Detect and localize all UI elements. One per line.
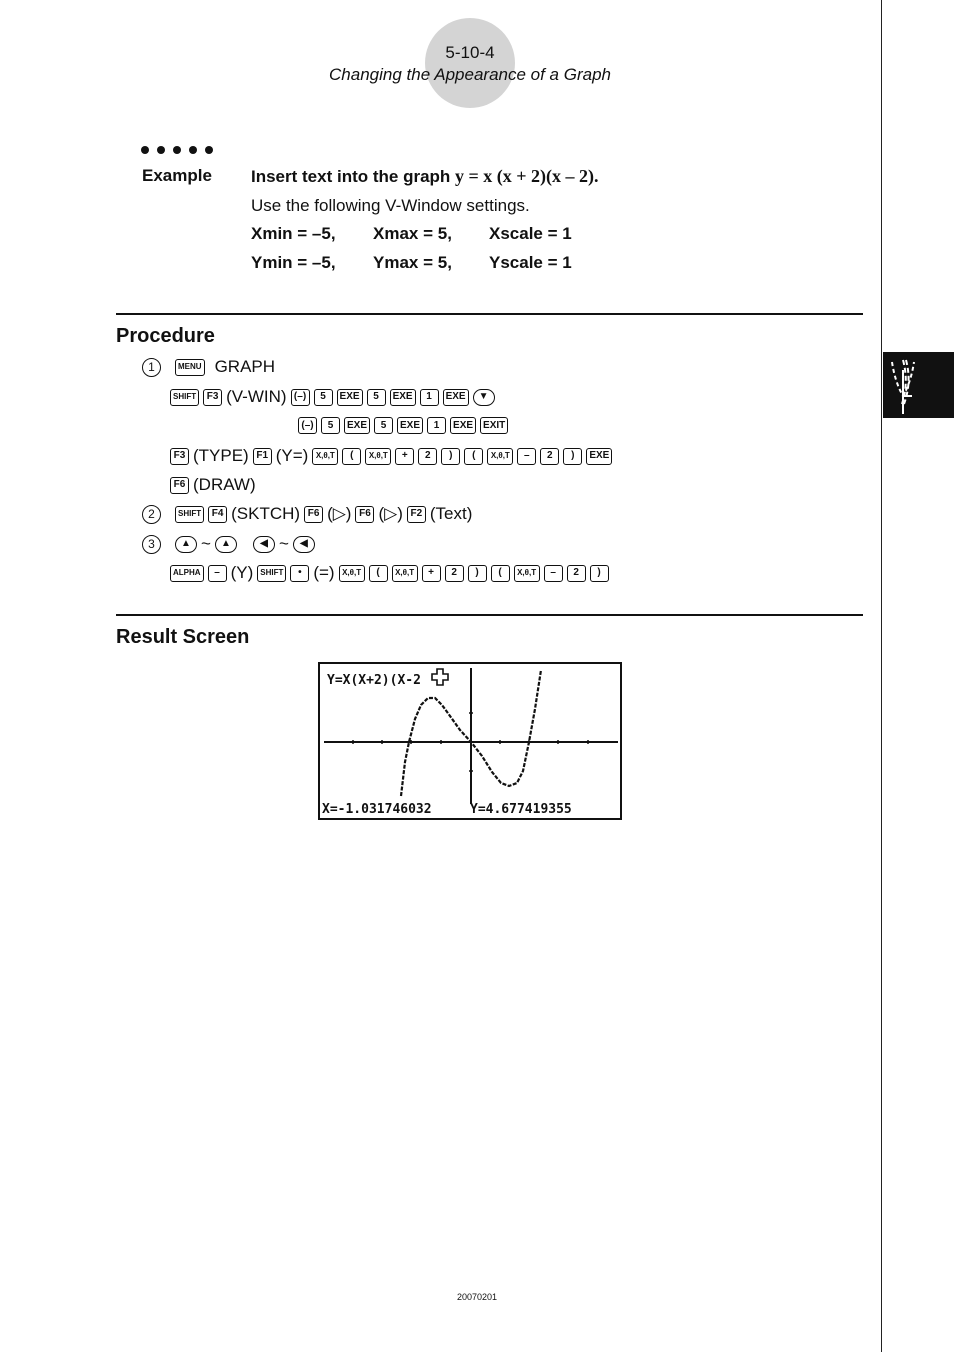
y-label: (Y) — [230, 563, 254, 582]
five-key: 5 — [374, 417, 393, 434]
tilde: ~ — [278, 534, 289, 553]
example-dots — [141, 146, 213, 154]
lparen-key: ( — [464, 448, 483, 465]
graph-plot — [320, 664, 620, 818]
right-margin-rule — [881, 0, 882, 1352]
page-number: 5-10-4 — [445, 43, 495, 62]
left-key: ◀ — [253, 536, 275, 553]
xmin: Xmin = –5, — [251, 224, 336, 243]
up-key: ▲ — [175, 536, 197, 553]
rparen-key: ) — [441, 448, 460, 465]
divider — [116, 614, 863, 616]
xthetat-key: X,θ,T — [312, 448, 338, 465]
five-key: 5 — [314, 389, 333, 406]
screen-y-readout: Y=4.677419355 — [470, 802, 572, 817]
neg-key: (–) — [298, 417, 317, 434]
plus-key: + — [422, 565, 441, 582]
shift-key: SHIFT — [175, 506, 204, 523]
xthetat-key: X,θ,T — [514, 565, 540, 582]
xthetat-key: X,θ,T — [365, 448, 391, 465]
instruction-formula: y = x (x + 2)(x – 2). — [455, 166, 599, 186]
down-key: ▼ — [473, 389, 495, 406]
exe-key: EXE — [344, 417, 370, 434]
graph-tab-icon — [883, 352, 954, 418]
yscale: Yscale = 1 — [489, 253, 572, 272]
f2-key: F2 — [407, 506, 426, 523]
step-3-line-2 — [170, 563, 609, 583]
shift-key: SHIFT — [257, 565, 286, 582]
ymax: Ymax = 5, — [373, 253, 452, 272]
neg-key: (–) — [291, 389, 310, 406]
menu-key: MENU — [175, 359, 205, 376]
exit-key: EXIT — [480, 417, 508, 434]
f6-key: F6 — [355, 506, 374, 523]
procedure-title: Procedure — [116, 325, 215, 347]
header-circle — [425, 18, 515, 108]
example-instruction — [251, 166, 599, 187]
yeq-label: (Y=) — [275, 446, 309, 465]
exe-key: EXE — [390, 389, 416, 406]
xthetat-key: X,θ,T — [487, 448, 513, 465]
shift-key: SHIFT — [170, 389, 199, 406]
xmax: Xmax = 5, — [373, 224, 452, 243]
xscale: Xscale = 1 — [489, 224, 572, 243]
step-2-line — [142, 504, 472, 524]
step-3-number: 3 — [142, 535, 161, 554]
instruction-prefix: Insert text into the graph — [251, 167, 456, 186]
tilde: ~ — [201, 534, 211, 553]
divider — [116, 313, 863, 315]
step-1-line-4 — [170, 446, 612, 466]
minus-key: – — [208, 565, 227, 582]
f3-key: F3 — [170, 448, 189, 465]
calculator-screen — [318, 662, 622, 820]
minus-key: – — [517, 448, 536, 465]
f6-key: F6 — [170, 477, 189, 494]
eq-label: (=) — [313, 563, 335, 582]
f4-key: F4 — [208, 506, 227, 523]
two-key: 2 — [418, 448, 437, 465]
step-3-line — [142, 534, 315, 554]
step-1-number: 1 — [142, 358, 161, 377]
screen-x-readout: X=-1.031746032 — [322, 802, 432, 817]
sktch-label: (SKTCH) — [231, 504, 301, 523]
step-1-line-5 — [170, 475, 256, 495]
five-key: 5 — [321, 417, 340, 434]
two-key: 2 — [540, 448, 559, 465]
xthetat-key: X,θ,T — [339, 565, 365, 582]
rparen-key: ) — [563, 448, 582, 465]
one-key: 1 — [420, 389, 439, 406]
step-2-number: 2 — [142, 505, 161, 524]
exe-key: EXE — [337, 389, 363, 406]
chapter-tab — [883, 352, 954, 418]
ymin: Ymin = –5, — [251, 253, 336, 272]
step-1-line-3 — [298, 417, 508, 434]
minus-key: – — [544, 565, 563, 582]
step-1-line-2 — [170, 387, 495, 407]
next-label: (▷) — [327, 504, 352, 523]
exe-key: EXE — [450, 417, 476, 434]
exe-key: EXE — [397, 417, 423, 434]
f1-key: F1 — [253, 448, 272, 465]
exe-key: EXE — [443, 389, 469, 406]
two-key: 2 — [445, 565, 464, 582]
type-label: (TYPE) — [193, 446, 249, 465]
xthetat-key: X,θ,T — [392, 565, 418, 582]
up-key: ▲ — [215, 536, 237, 553]
example-label: Example — [142, 166, 212, 185]
two-key: 2 — [567, 565, 586, 582]
lparen-key: ( — [342, 448, 361, 465]
left-key: ◀ — [293, 536, 315, 553]
f6-key: F6 — [304, 506, 323, 523]
one-key: 1 — [427, 417, 446, 434]
lparen-key: ( — [369, 565, 388, 582]
step-1-line — [142, 357, 275, 377]
dot-key: • — [290, 565, 309, 582]
screen-graph-text: Y=X(X+2)(X-2 — [327, 673, 421, 688]
result-title: Result Screen — [116, 626, 250, 648]
footer-code: 20070201 — [456, 1292, 498, 1302]
lparen-key: ( — [491, 565, 510, 582]
f3-key: F3 — [203, 389, 222, 406]
plus-key: + — [395, 448, 414, 465]
exe-key: EXE — [586, 448, 612, 465]
page-title: Changing the Appearance of a Graph — [329, 65, 611, 84]
text-label: (Text) — [429, 504, 473, 523]
settings-intro: Use the following V-Window settings. — [251, 196, 530, 215]
next-label: (▷) — [378, 504, 403, 523]
rparen-key: ) — [468, 565, 487, 582]
five-key: 5 — [367, 389, 386, 406]
graph-label: GRAPH — [214, 357, 276, 376]
vwin-label: (V-WIN) — [226, 387, 287, 406]
draw-label: (DRAW) — [193, 475, 256, 494]
rparen-key: ) — [590, 565, 609, 582]
alpha-key: ALPHA — [170, 565, 204, 582]
